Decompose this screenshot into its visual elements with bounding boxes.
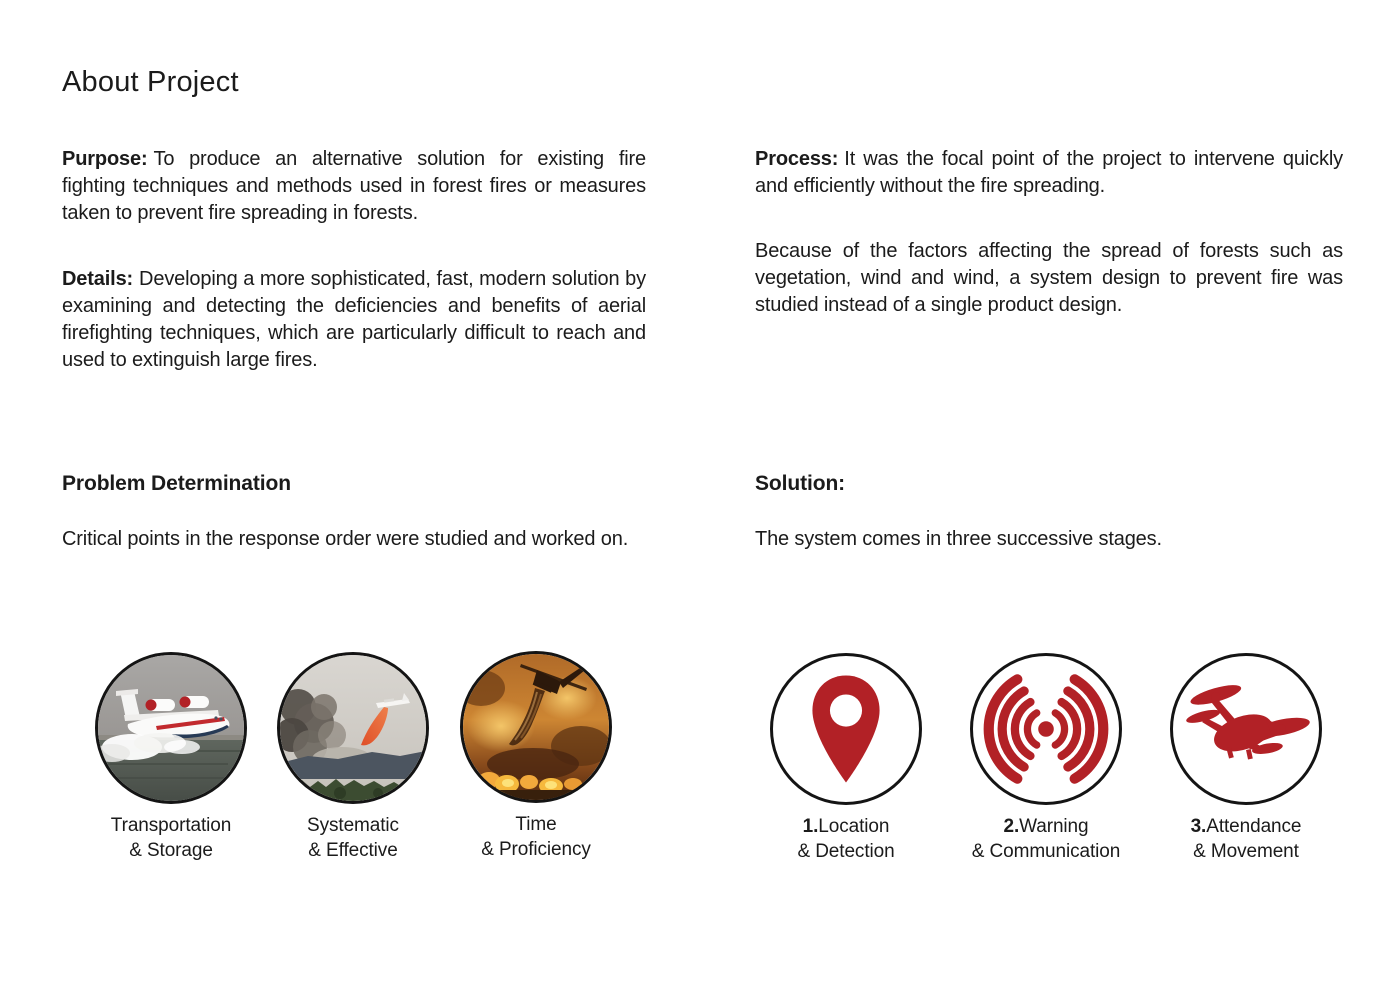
helicopter-wildfire-illustration: [463, 654, 609, 800]
details-paragraph: [62, 266, 646, 374]
process-label: Process:: [755, 148, 839, 170]
signal-waves-icon: [973, 656, 1119, 802]
card-label-line1: Systematic: [307, 815, 399, 836]
card-label-line2: & Proficiency: [481, 839, 591, 860]
page-title: About Project: [62, 66, 239, 98]
stage-number: 2.: [1003, 816, 1020, 837]
card-label-line1: Transportation: [110, 815, 232, 836]
card-label-transportation: [111, 813, 231, 863]
attendance-stage-circle: [1170, 653, 1322, 805]
card-label-time: [481, 812, 591, 862]
stage-number: 1.: [802, 816, 819, 837]
solution-text: The system comes in three successive stages.: [755, 528, 1162, 550]
card-label-line2: & Effective: [308, 840, 398, 861]
airtanker-photo: [277, 652, 429, 804]
problem-card-time: [426, 651, 646, 862]
seaplane-photo: [95, 652, 247, 804]
stage-label-line2: & Detection: [797, 841, 895, 862]
airtanker-retardant-drop-illustration: [280, 655, 426, 801]
stage-card-location: [736, 653, 956, 864]
stage-name: Location: [818, 816, 890, 837]
stage-number: 3.: [1190, 816, 1207, 837]
process-text: It was the focal point of the project to intervene quickly and efficiently without the fire spreading.: [755, 148, 1343, 197]
stage-card-warning: [936, 653, 1156, 864]
location-stage-circle: [770, 653, 922, 805]
stage-label-attendance: [1191, 814, 1302, 864]
purpose-label: Purpose:: [62, 148, 148, 170]
process-paragraph: [755, 146, 1343, 200]
stage-name: Warning: [1019, 816, 1089, 837]
problem-determination-heading: Problem Determination: [62, 472, 291, 495]
problem-text: Critical points in the response order were studied and worked on.: [62, 528, 629, 550]
stage-label-location: [797, 814, 894, 864]
stage-card-attendance: [1136, 653, 1356, 864]
stage-name: Attendance: [1206, 816, 1302, 837]
stage-label-warning: [972, 814, 1120, 864]
stage-label-line2: & Movement: [1193, 841, 1299, 862]
purpose-paragraph: [62, 146, 646, 227]
details-label: Details:: [62, 268, 134, 290]
warning-stage-circle: [970, 653, 1122, 805]
card-label-systematic: [307, 813, 399, 863]
drone-icon: [1173, 656, 1319, 802]
solution-heading: Solution:: [755, 472, 846, 495]
details-text: Developing a more sophisticated, fast, modern solution by examining and detecting the deficiencies and benefits of aerial firefighting techniques, which are particularly difficult to reach and used to extinguish large fires.: [62, 268, 646, 371]
purpose-text: To produce an alternative solution for existing fire fighting techniques and methods used in forest fires or measures taken to prevent fire spreading in forests.: [62, 148, 646, 224]
process-paragraph-2: Because of the factors affecting the spread of forests such as vegetation, wind and wind, a system design to prevent fire was studied instead of a single product design.: [755, 240, 1343, 316]
helicopter-fire-photo: [460, 651, 612, 803]
location-pin-icon: [773, 656, 919, 802]
card-label-line2: & Storage: [129, 840, 213, 861]
stage-label-line2: & Communication: [971, 841, 1121, 862]
card-label-line1: Time: [515, 814, 557, 835]
seaplane-water-landing-illustration: [98, 655, 244, 801]
